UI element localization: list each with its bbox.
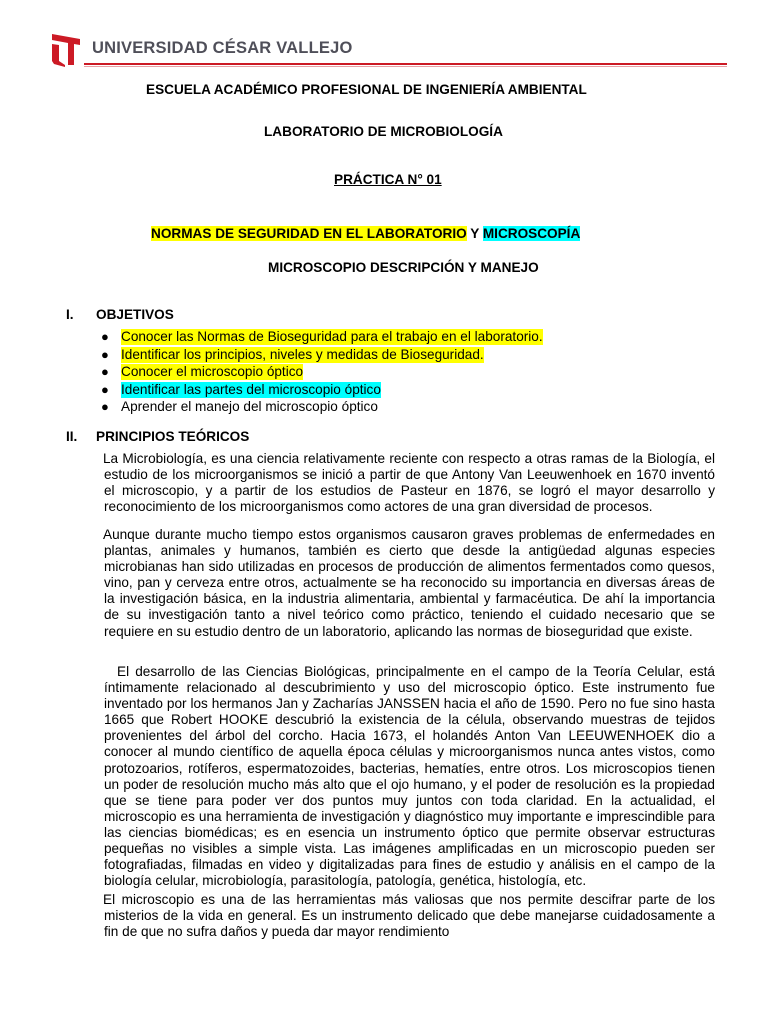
topic-conj: Y: [470, 226, 480, 241]
bullet-icon: ●: [101, 329, 109, 344]
paragraph: Aunque durante mucho tiempo estos organismos causaron graves problemas de enfermedades en plantas, animales y humanos, también es cierto que desde la antigüedad algunas especies microbianas han sido utilizadas en procesos de producción de alimentos fermentados como quesos, vino, pan y cerveza entre otros, actualmente se ha reconocido su importancia en diversas áreas de la investigación básica, en la industria alimentaria, ambiental y farmacéutica. De ahí la importancia de su investigación tanto a nivel teórico como práctico, teniendo el cuidado necesario que se requiere en su estudio dentro de un laboratorio, aplicando las normas de bioseguridad que existe.: [103, 527, 715, 639]
paragraph: La Microbiología, es una ciencia relativamente reciente con respecto a otras ramas de la Biología, el estudio de los microorganismos se inició a partir de que Antony Van Leeuwenhoek en 1670 inventó el microscopio, y a partir de los estudios de Pasteur en 1876, se logró el mayor desarrollo y reconocimiento de los microorganismos como actores de una gran diversidad de procesos.: [103, 451, 715, 515]
header-divider: [84, 63, 727, 65]
header-divider-light: [84, 66, 727, 67]
document-header: [0, 0, 768, 90]
objective-text: Aprender el manejo del microscopio óptico: [121, 399, 378, 414]
topic-title: [151, 226, 580, 241]
topic-part1: NORMAS DE SEGURIDAD EN EL LABORATORIO: [151, 226, 467, 241]
practice-number: PRÁCTICA N° 01: [334, 172, 442, 187]
list-item: [101, 382, 543, 400]
objectives-list: [101, 329, 543, 417]
paragraph: El desarrollo de las Ciencias Biológicas, principalmente en el campo de la Teoría Celular, está íntimamente relacionado al descubrimiento y uso del microscopio óptico. Este instrumento fue inventado por los hermanos Jan y Zacharías JANSSEN hacia el año de 1590. Pero no fue sino hasta 1665 que Robert HOOKE descubrió la existencia de la célula, observando muestras de tejidos provenientes del árbol del corcho. Hacia 1673, el holandés Anton Van LEEUWENHOEK dio a conocer al mundo científico de aquella época células y microorganismos nunca antes vistos, como protozoarios, rotíferos, espermatozoides, bacterias, hematíes, entre otros. Los microscopios tienen un poder de resolución mucho más alto que el ojo humano, y el poder de resolución es la propiedad que se tiene para poder ver dos puntos muy juntos con toda claridad. En la actualidad, el microscopio es una herramienta de investigación y diagnóstico muy importante e imprescindible para las ciencias biomédicas; es en esencia un instrumento óptico que permite observar estructuras pequeñas no visibles a simple vista. Las imágenes amplificadas en un microscopio pueden ser fotografiadas, filmadas en video y digitalizadas para fines de estudio y análisis en el campo de la biología celular, microbiología, parasitología, patología, genética, histología, etc.: [104, 664, 715, 889]
section-number: II.: [66, 429, 78, 444]
list-item: [101, 347, 543, 365]
school-title: ESCUELA ACADÉMICO PROFESIONAL DE INGENIERÍA AMBIENTAL: [146, 82, 587, 97]
lab-title: LABORATORIO DE MICROBIOLOGÍA: [264, 124, 503, 139]
bullet-icon: ●: [101, 346, 109, 362]
university-name: UNIVERSIDAD CÉSAR VALLEJO: [92, 39, 353, 57]
bullet-icon: ●: [101, 364, 109, 379]
bullet-icon: ●: [101, 399, 109, 414]
ucv-logo-icon: [50, 31, 82, 67]
list-item: [101, 364, 543, 382]
section-title: PRINCIPIOS TEÓRICOS: [96, 429, 250, 444]
paragraph: El microscopio es una de las herramientas más valiosas que nos permite descifrar parte de los misterios de la vida en general. Es un instrumento delicado que debe manejarse cuidadosamente a fin de que no sufra daños y pueda dar mayor rendimiento: [103, 892, 715, 940]
bullet-icon: ●: [101, 381, 109, 397]
objective-text: Identificar las partes del microscopio óptico: [121, 381, 381, 397]
objective-text: Conocer el microscopio óptico: [121, 364, 304, 379]
section-title: OBJETIVOS: [96, 307, 174, 322]
section-number: I.: [66, 307, 74, 322]
objective-text: Conocer las Normas de Bioseguridad para el trabajo en el laboratorio.: [121, 329, 543, 344]
topic-part2: MICROSCOPÍA: [482, 226, 581, 241]
subtitle: MICROSCOPIO DESCRIPCIÓN Y MANEJO: [268, 260, 539, 275]
list-item: [101, 329, 543, 347]
list-item: [101, 399, 543, 417]
objective-text: Identificar los principios, niveles y medidas de Bioseguridad.: [121, 346, 484, 362]
